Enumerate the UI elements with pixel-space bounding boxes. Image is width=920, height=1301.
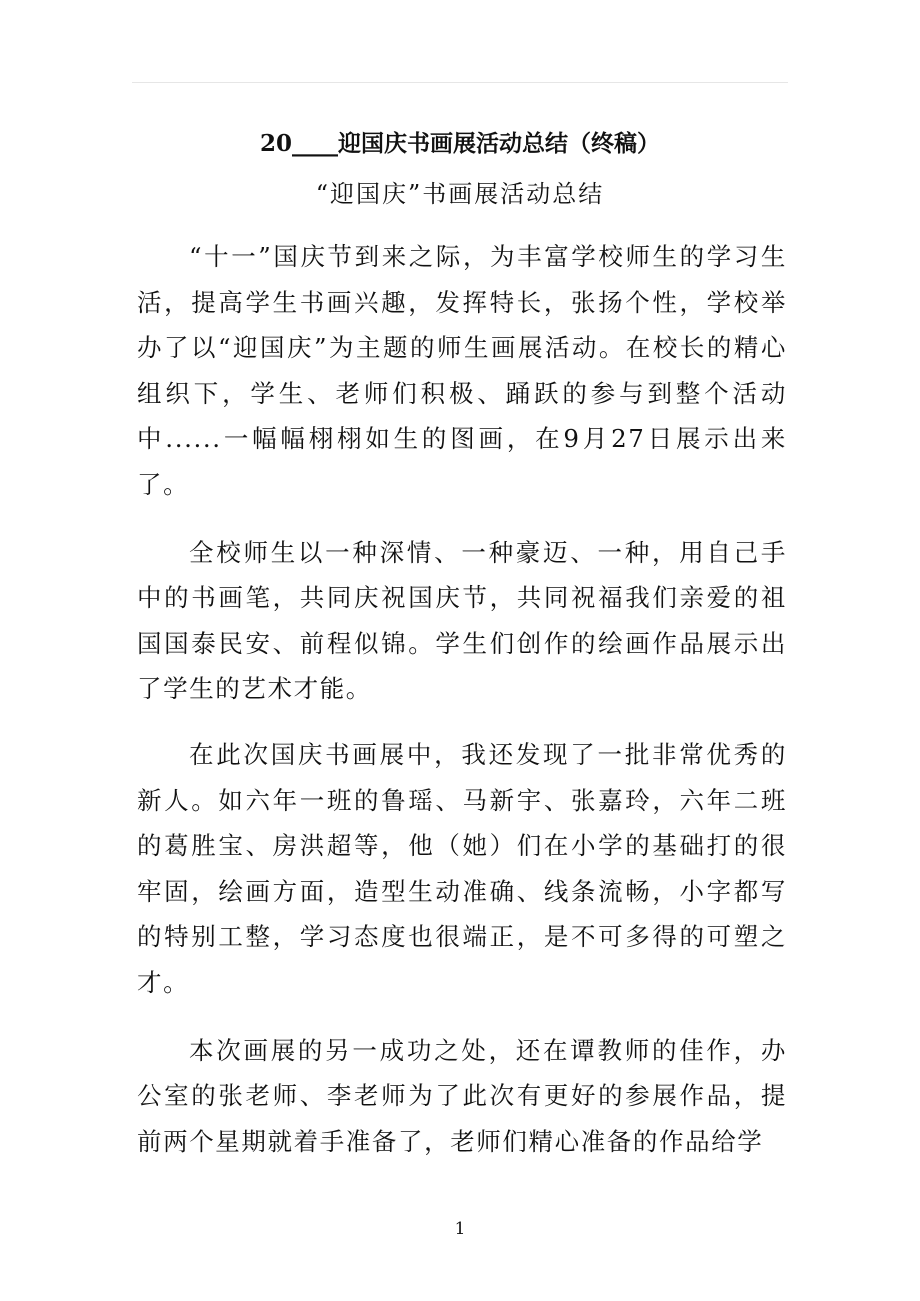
paragraph-1: “十一”国庆节到来之际，为丰富学校师生的学习生活，提高学生书画兴趣，发挥特长，张扬个性，学校举办了以“迎国庆”为主题的师生画展活动。在校长的精心组织下，学生、老师们积极、踊跃的参与到整个活动中......一幅幅栩栩如生的图画，在9月27日展示出来了。	[137, 242, 787, 499]
paragraph-4: 本次画展的另一成功之处，还在谭教师的佳作，办公室的张老师、李老师为了此次有更好的参展作品，提前两个星期就着手准备了，老师们精心准备的作品给学	[137, 1035, 787, 1156]
paragraph-3: 在此次国庆书画展中，我还发现了一批非常优秀的新人。如六年一班的鲁瑶、马新宇、张嘉玲，六年二班的葛胜宝、房洪超等，他（她）们在小学的基础打的很牢固，绘画方面，造型生动准确、线条流畅，小字都写的特别工整，学习态度也很端正，是不可多得的可塑之才。	[137, 739, 787, 997]
document-subtitle: “迎国庆”书画展活动总结	[315, 180, 605, 208]
header-divider	[132, 82, 788, 83]
paragraph-2: 全校师生以一种深情、一种豪迈、一种，用自己手中的书画笔，共同庆祝国庆节，共同祝福我们亲爱的祖国国泰民安、前程似锦。学生们创作的绘画作品展示出了学生的艺术才能。	[137, 537, 787, 704]
document-body	[137, 234, 787, 1186]
document-title: 20____迎国庆书画展活动总结（终稿）	[259, 130, 660, 157]
page-number: 1	[454, 1219, 466, 1239]
